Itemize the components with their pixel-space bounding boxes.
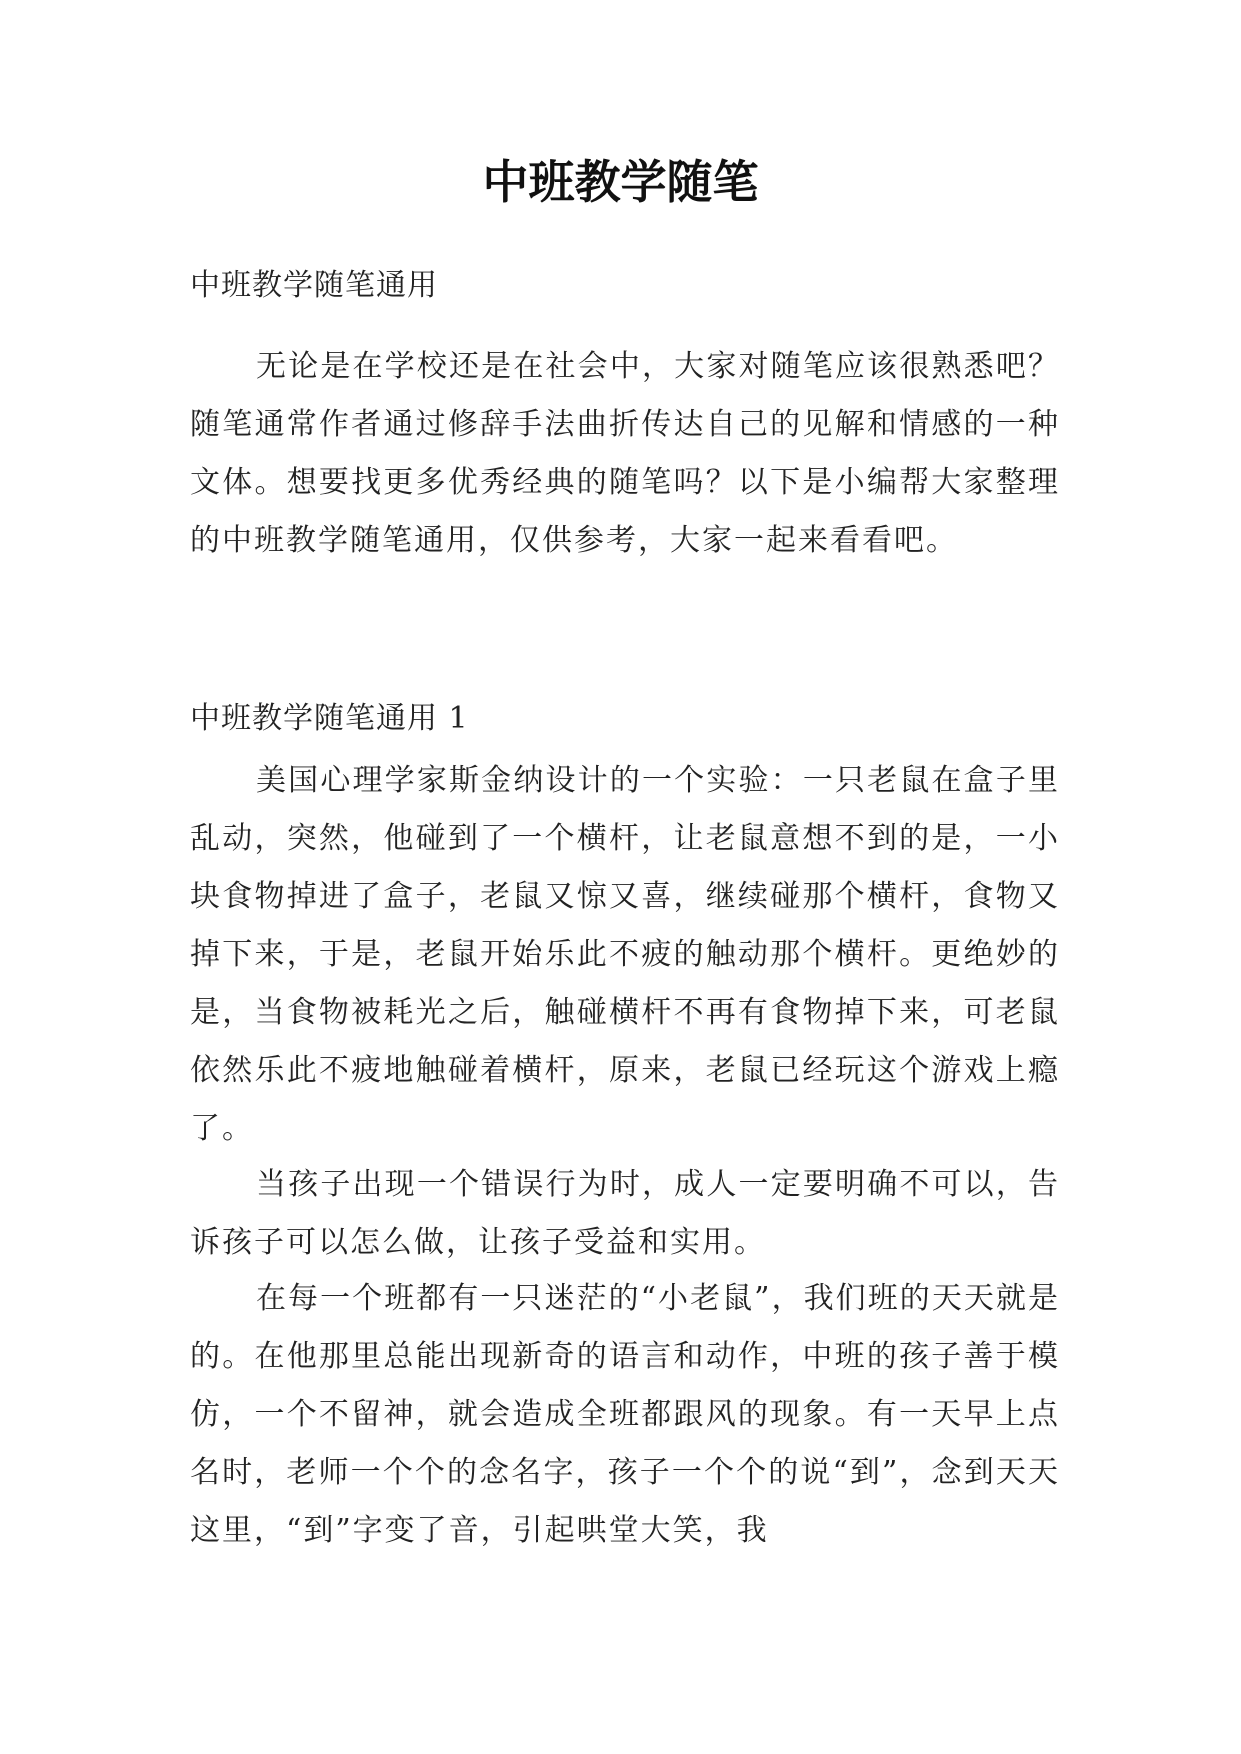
- section-1-paragraph-2: 当孩子出现一个错误行为时，成人一定要明确不可以，告诉孩子可以怎么做，让孩子受益和实用。: [190, 1167, 1060, 1260]
- intro-paragraph: 无论是在学校还是在社会中，大家对随笔应该很熟悉吧？随笔通常作者通过修辞手法曲折传达自己的见解和情感的一种文体。想要找更多优秀经典的随笔吗？以下是小编帮大家整理的中班教学随笔通用，仅供参考，大家一起来看看吧。: [190, 349, 1060, 558]
- intro-heading: 中班教学随笔通用: [190, 268, 438, 303]
- section-1-paragraph-3: 在每一个班都有一只迷茫的“小老鼠”，我们班的天天就是的。在他那里总能出现新奇的语言和动作，中班的孩子善于模仿，一个不留神，就会造成全班都跟风的现象。有一天早上点名时，老师一个个的念名字，孩子一个个的说“到”，念到天天这里，“到”字变了音，引起哄堂大笑，我: [190, 1281, 1060, 1548]
- document-title: 中班教学随笔: [482, 155, 759, 209]
- section-1-paragraph-1: 美国心理学家斯金纳设计的一个实验：一只老鼠在盒子里乱动，突然，他碰到了一个横杆，让老鼠意想不到的是，一小块食物掉进了盒子，老鼠又惊又喜，继续碰那个横杆，食物又掉下来，于是，老鼠开始乐此不疲的触动那个横杆。更绝妙的是，当食物被耗光之后，触碰横杆不再有食物掉下来，可老鼠依然乐此不疲地触碰着横杆，原来，老鼠已经玩这个游戏上瘾了。: [190, 763, 1060, 1146]
- section-1-heading: 中班教学随笔通用 1: [190, 701, 469, 736]
